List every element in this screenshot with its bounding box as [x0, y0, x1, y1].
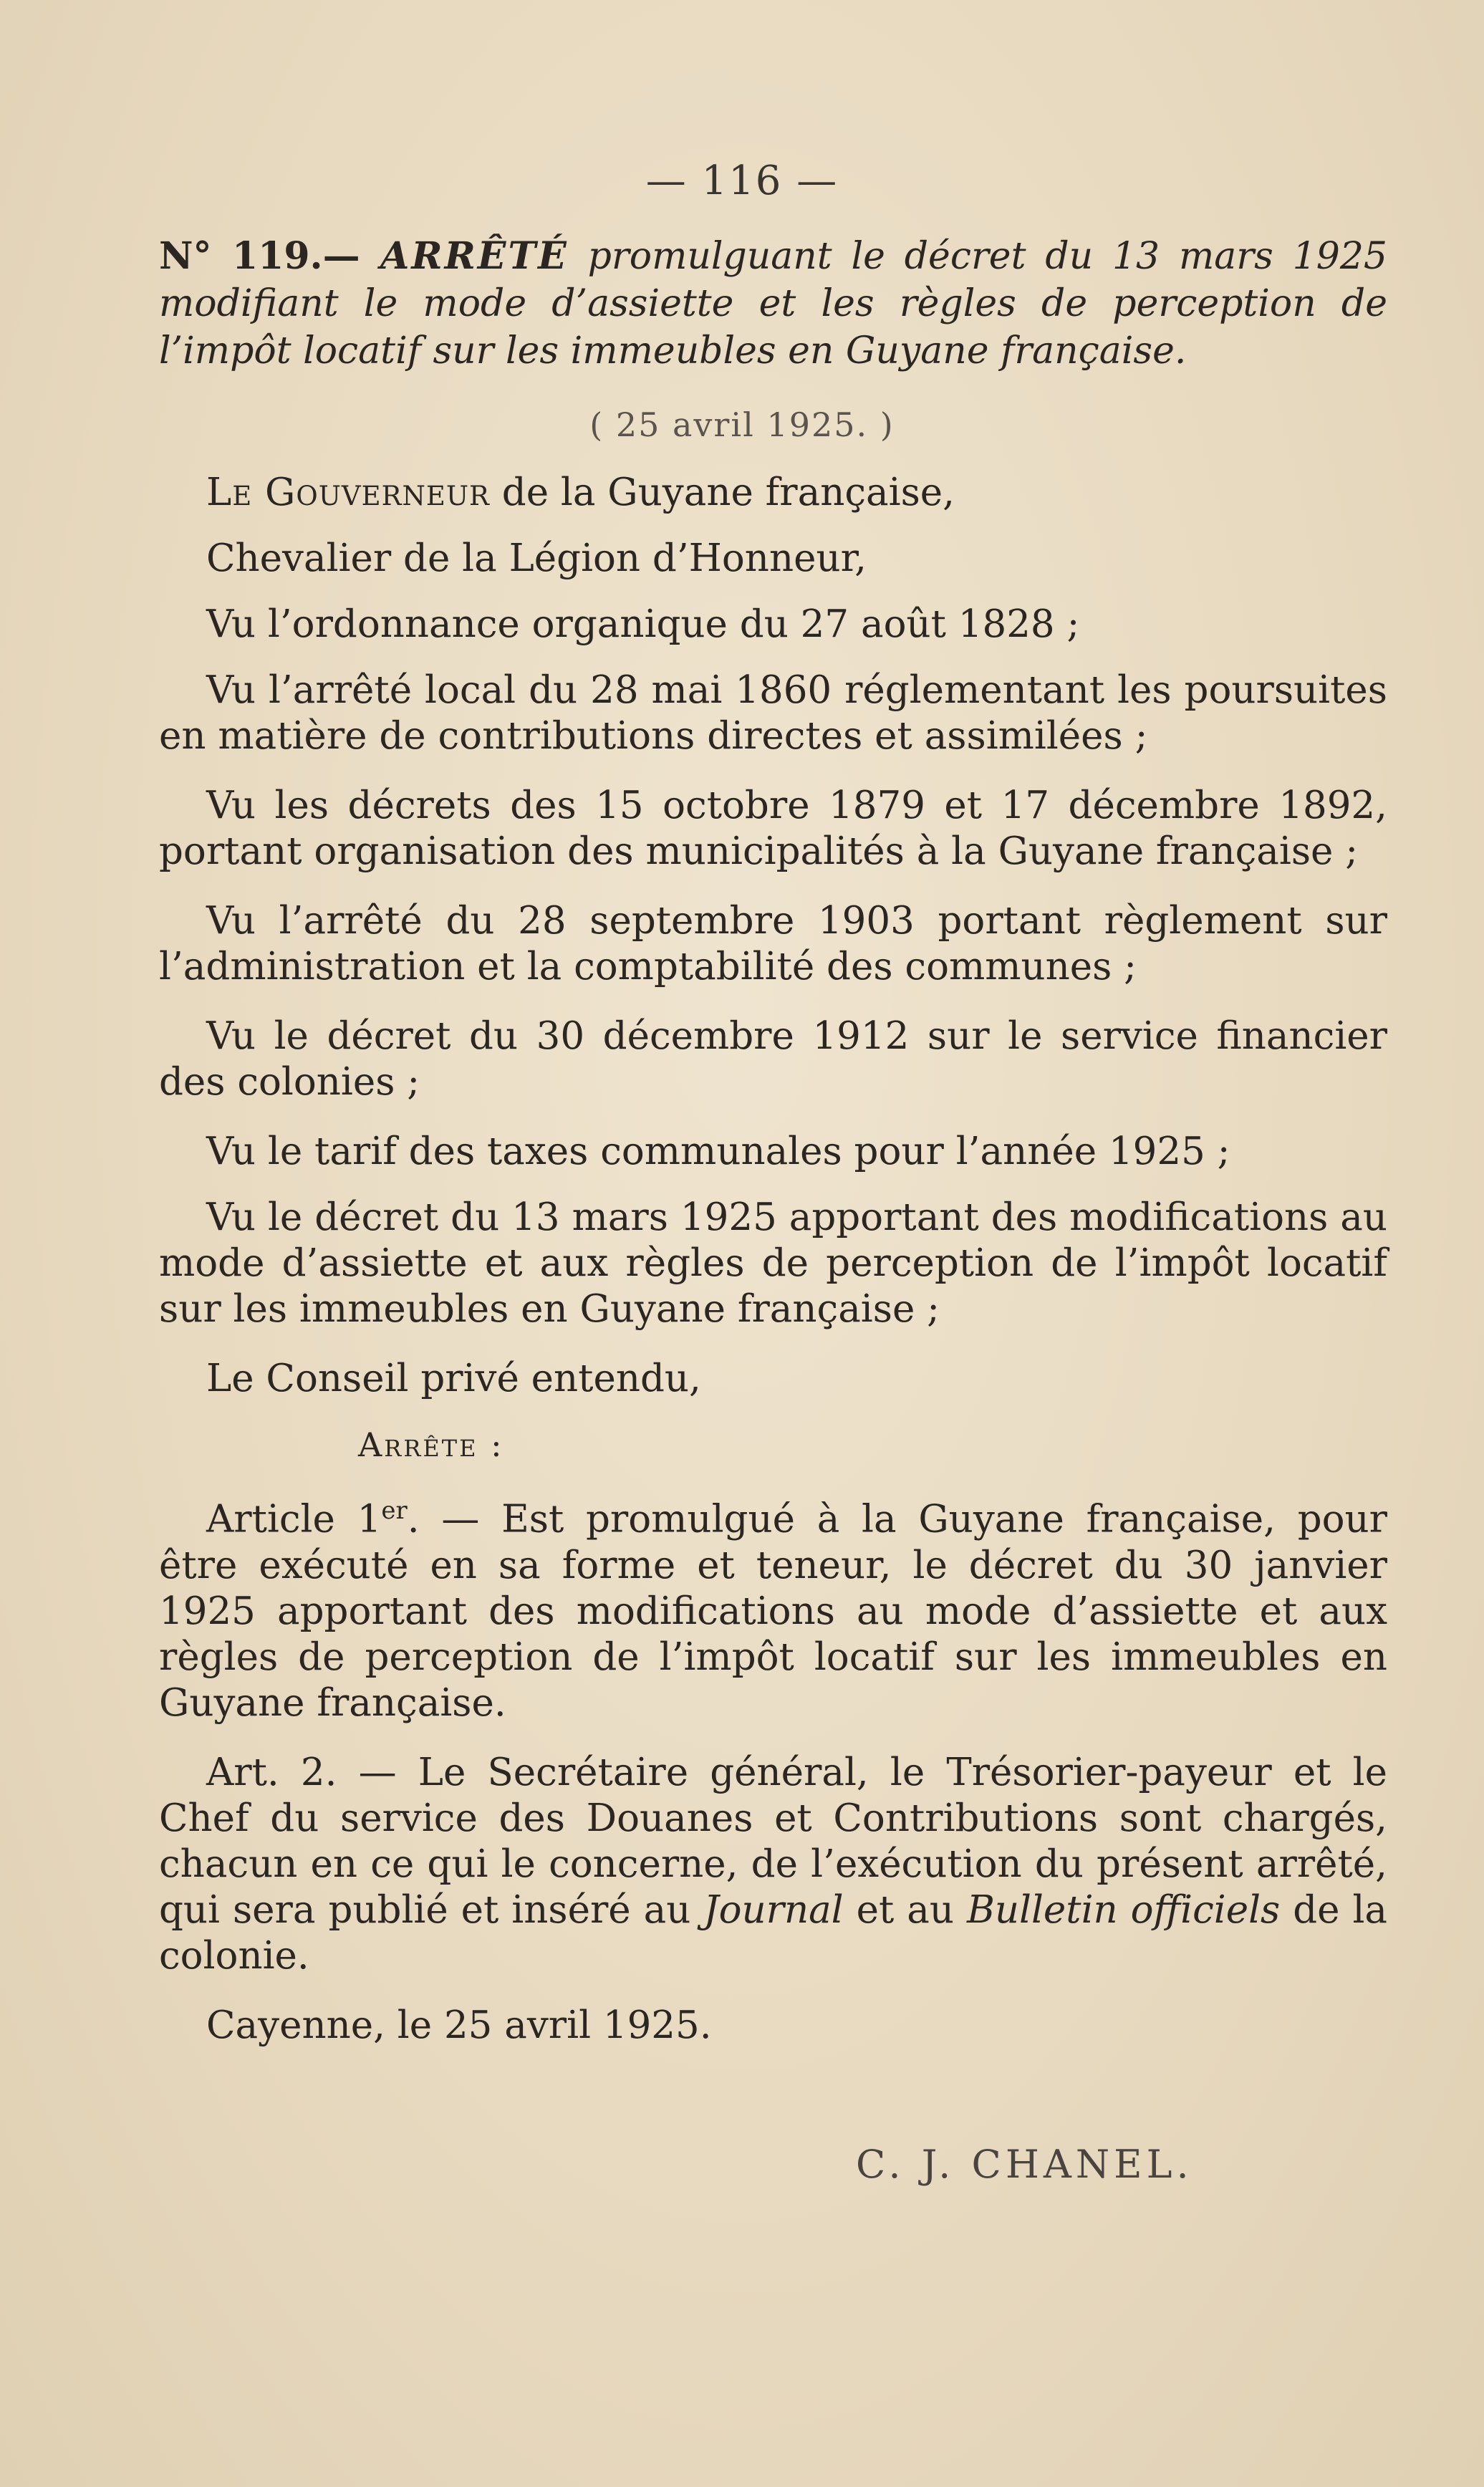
decree-title-caps: ARRÊTÉ: [380, 234, 569, 278]
chevalier-line: Chevalier de la Légion d’Honneur,: [206, 537, 867, 580]
gouverneur-title: Le Gouverneur: [206, 471, 490, 514]
decree-date: ( 25 avril 1925. ): [589, 405, 895, 444]
decree-title: promulguant le décret du 13 mars 1925 modifiant le mode d’assiette et les règles de perception de l’impôt locatif sur les immeubles en Guyane française.: [159, 235, 1387, 372]
page-number: — 116 —: [645, 158, 839, 204]
consideration-3: Vu les décrets des 15 octobre 1879 et 17 décembre 1892, portant organisation des municipalités à la Guyane française ;: [159, 784, 1387, 873]
decree-heading: [159, 233, 1387, 375]
consideration-6: Vu le tarif des taxes communales pour l’année 1925 ;: [206, 1130, 1230, 1173]
consideration-5: Vu le décret du 30 décembre 1912 sur le service financier des colonies ;: [159, 1014, 1387, 1104]
decree-number: N° 119.—: [159, 234, 381, 278]
article-1-text: . — Est promulgué à la Guyane française, pour être exécuté en sa forme et teneur, le décret du 30 janvier 1925 apportant des modifications au mode d’assiette et aux règles de perception de l’impôt locatif sur les immeubles en Guyane française.: [159, 1497, 1387, 1725]
place-date: Cayenne, le 25 avril 1925.: [206, 2003, 712, 2047]
signature: C. J. CHANEL.: [856, 2142, 1193, 2187]
article-1: Article 1er. — Est promulgué à la Guyane française, pour être exécuté en sa forme et teneur, le décret du 30 janvier 1925 apportant des modifications au mode d’assiette et aux règles de perception de l’impôt locatif sur les immeubles en Guyane française.: [159, 1496, 1387, 1725]
article-1-label: Article 1: [206, 1497, 382, 1541]
decree-body: [159, 470, 1387, 2069]
consideration-2: Vu l’arrêté local du 28 mai 1860 réglementant les poursuites en matière de contributions directes et assimilées ;: [159, 668, 1387, 758]
conseil-line: Le Conseil privé entendu,: [206, 1357, 701, 1400]
gouverneur-line: Le Gouverneur de la Guyane française,: [206, 471, 955, 514]
consideration-1: Vu l’ordonnance organique du 27 août 1828 ;: [206, 602, 1080, 646]
journal-ref: Journal: [703, 1887, 844, 1932]
article-2: Art. 2. — Le Secrétaire général, le Trésorier-payeur et le Chef du service des Douanes et Contributions sont chargés, chacun en ce qui le concerne, de l’exécution du présent arrêté, qui sera publié et inséré au Journal et au Bulletin officiels de la colonie.: [159, 1750, 1387, 1978]
bulletin-ref: Bulletin officiels: [966, 1887, 1281, 1932]
consideration-7: Vu le décret du 13 mars 1925 apportant des modifications au mode d’assiette et aux règles de perception de l’impôt locatif sur les immeubles en Guyane française ;: [159, 1196, 1387, 1331]
arrete-heading: Arrête :: [358, 1425, 504, 1464]
consideration-4: Vu l’arrêté du 28 septembre 1903 portant règlement sur l’administration et la comptabilité des communes ;: [159, 899, 1387, 988]
